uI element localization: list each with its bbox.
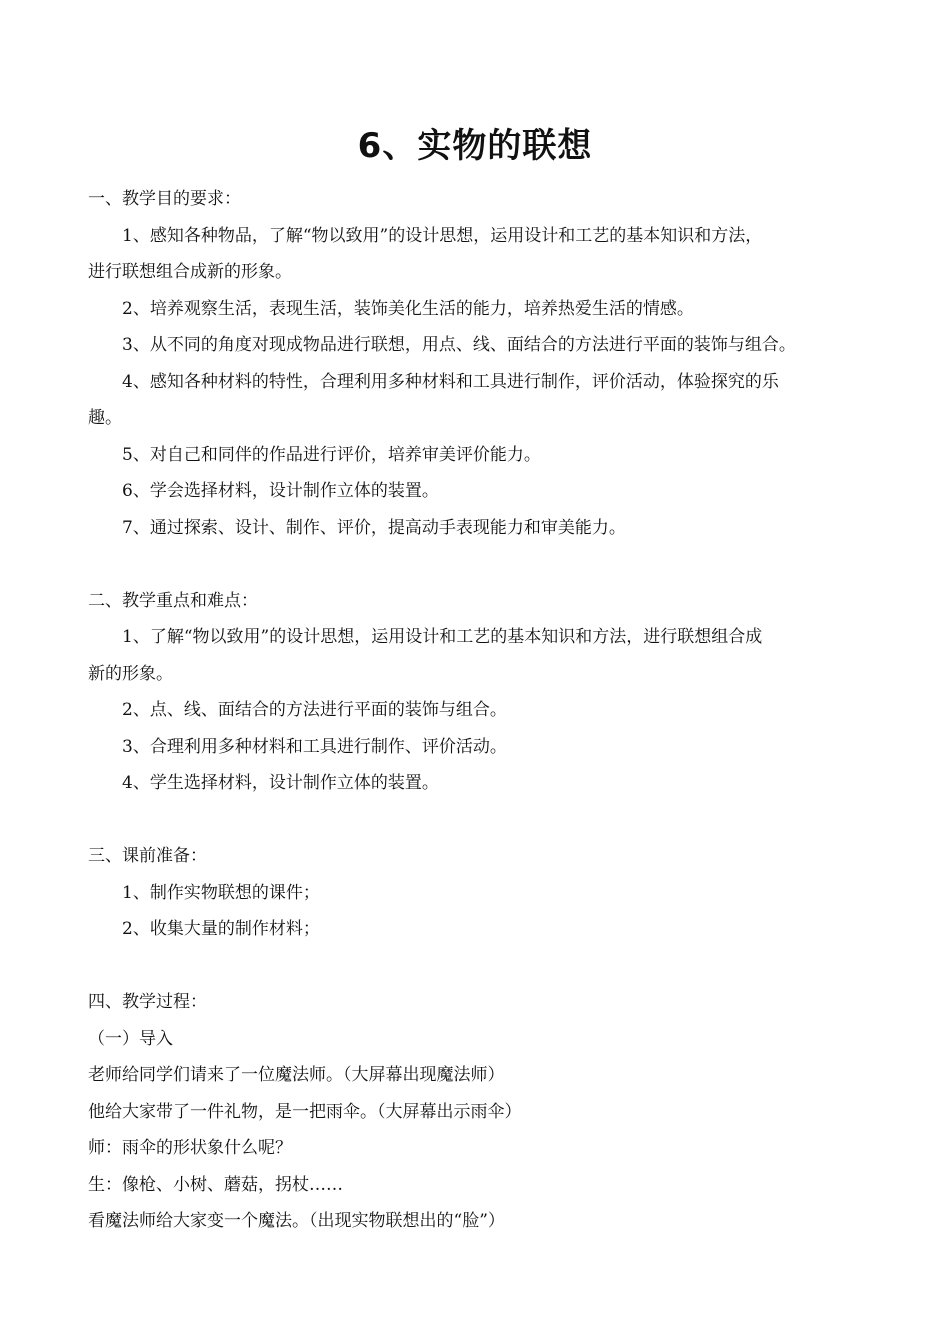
process-line-1: 老师给同学们请来了一位魔法师。（大屏幕出现魔法师） xyxy=(88,1065,505,1085)
objective-item-4: 4、感知各种材料的特性，合理利用多种材料和工具进行制作，评价活动，体验探究的乐 xyxy=(122,371,779,392)
key-point-item-4: 4、学生选择材料，设计制作立体的装置。 xyxy=(122,773,439,793)
document-title: 6、实物的联想 xyxy=(357,126,593,166)
process-line-5: 看魔法师给大家变一个魔法。（出现实物联想出的“脸”） xyxy=(88,1211,505,1231)
section-spacer xyxy=(88,948,878,985)
section-heading-process: 四、教学过程： xyxy=(88,992,207,1012)
section-heading-preparation: 三、课前准备： xyxy=(88,846,207,866)
key-point-item-1-continued: 新的形象。 xyxy=(88,663,173,684)
objective-item-1-continued: 进行联想组合成新的形象。 xyxy=(88,262,292,282)
section-heading-key-points: 二、教学重点和难点： xyxy=(88,590,258,611)
objective-item-3: 3、从不同的角度对现成物品进行联想，用点、线、面结合的方法进行平面的装饰与组合。 xyxy=(122,335,796,355)
process-subheading-intro: （一）导入 xyxy=(88,1028,173,1049)
section-heading-objectives: 一、教学目的要求： xyxy=(88,189,241,209)
section-spacer xyxy=(88,546,878,583)
key-point-item-1: 1、了解“物以致用”的设计思想，运用设计和工艺的基本知识和方法，进行联想组合成 xyxy=(122,627,763,647)
key-point-item-3: 3、合理利用多种材料和工具进行制作、评价活动。 xyxy=(122,736,507,757)
document-body xyxy=(88,181,878,1240)
process-line-2: 他给大家带了一件礼物，是一把雨伞。（大屏幕出示雨伞） xyxy=(88,1101,522,1122)
section-spacer xyxy=(88,802,878,839)
objective-item-4-continued: 趣。 xyxy=(88,408,122,428)
objective-item-5: 5、对自己和同伴的作品进行评价，培养审美评价能力。 xyxy=(122,444,541,465)
preparation-item-1: 1、制作实物联想的课件； xyxy=(122,882,320,903)
preparation-item-2: 2、收集大量的制作材料； xyxy=(122,919,320,939)
objective-item-2: 2、培养观察生活，表现生活，装饰美化生活的能力，培养热爱生活的情感。 xyxy=(122,298,694,319)
objective-item-7: 7、通过探索、设计、制作、评价，提高动手表现能力和审美能力。 xyxy=(122,517,626,538)
objective-item-1: 1、感知各种物品，了解“物以致用”的设计思想，运用设计和工艺的基本知识和方法， xyxy=(122,225,763,246)
process-line-3: 师：雨伞的形状象什么呢？ xyxy=(88,1138,292,1158)
process-line-4: 生：像枪、小树、蘑菇，拐杖…… xyxy=(88,1174,343,1195)
objective-item-6: 6、学会选择材料，设计制作立体的装置。 xyxy=(122,481,439,501)
key-point-item-2: 2、点、线、面结合的方法进行平面的装饰与组合。 xyxy=(122,700,507,720)
